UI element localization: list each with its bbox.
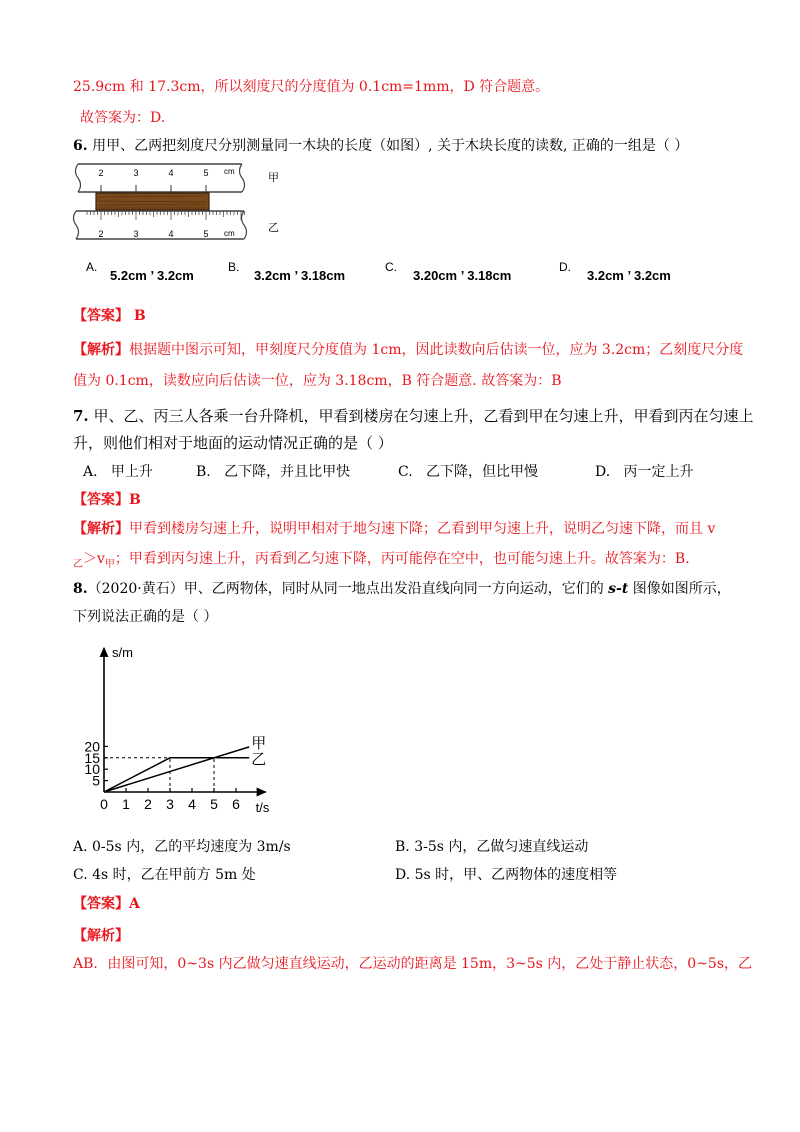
series-label-yi: 乙 [251,750,267,768]
q8-analysis-tag: 【解析】 [73,928,129,944]
x-tick-label: 6 [232,796,240,812]
q6-option-b-letter: B. [228,260,240,274]
answer-tag: 【答案】 [73,308,129,324]
q6-stem-text: 用甲、乙两把刻度尺分别测量同一木块的长度（如图）, 关于木块长度的读数, 正确的一组是（ ） [92,138,689,154]
ruler-bottom-tick-label: 4 [168,229,174,239]
series-line-jia [104,747,249,792]
x-tick-label: 0 [100,796,108,812]
ruler-top-tick-label: 3 [133,168,139,178]
q7-stem-line2: 升，则他们相对于地面的运动情况正确的是（ ） [73,434,393,452]
ruler-bottom-unit: cm [224,229,235,238]
answer-value: A [129,896,140,912]
q6-number: 6. [73,138,88,154]
q7-number: 7. [73,407,89,425]
q8-option-d: D. 5s 时，甲、乙两物体的速度相等 [395,867,618,883]
analysis-tag: 【解析】 [73,342,129,358]
q6-ruler-figure [72,160,302,242]
q8-option-b: B. 3-5s 内，乙做匀速直线运动 [395,839,589,855]
analysis-text: 甲看到楼房匀速上升，说明甲相对于地匀速下降；乙看到甲匀速上升，说明乙匀速下降，而且 v [129,521,716,537]
q6-analysis-line1 [73,339,743,359]
ruler-top-tick-label: 5 [203,168,209,178]
x-tick-label: 2 [144,796,152,812]
x-tick-label: 4 [188,796,196,812]
ruler-bottom-name: 乙 [268,222,279,234]
ruler-bottom-tick-label: 2 [98,229,104,239]
ruler-bottom [74,211,280,239]
q8-stem-line2: 下列说法正确的是（ ） [73,609,218,625]
q6-option-b: 3.2cm ’ 3.18cm [254,268,346,283]
q8-answer [73,893,140,913]
q7-option-d: D. 丙一定上升 [595,464,694,480]
wood-block [96,193,209,210]
q6-option-c-letter: C. [385,260,397,274]
answer-value: B [133,308,146,324]
prev-answer-line: 故答案为：D. [80,110,166,126]
q7-option-a: A. 甲上升 [83,464,153,480]
answer-tag: 【答案】 [73,492,129,508]
prev-analysis-line: 25.9cm 和 17.3cm，所以刻度尺的分度值为 0.1cm=1mm，D 符合题意。 [73,79,550,95]
x-tick-label: 5 [210,796,218,812]
ruler-top-tick-label: 4 [168,168,174,178]
ruler-top-unit: cm [224,167,235,176]
y-axis-label: s/m [112,645,133,660]
y-tick-label: 10 [84,761,100,778]
answer-value: B [129,492,141,508]
ruler-top [76,164,280,192]
analysis-text: 根据题中图示可知，甲刻度尺分度值为 1cm，因此读数向后估读一位，应为 3.2cm；乙刻度尺分度 [129,342,744,358]
st-chart [84,640,304,820]
q8-option-a: A. 0-5s 内，乙的平均速度为 3m/s [73,839,291,855]
answer-tag: 【答案】 [73,896,129,912]
x-tick-label: 3 [166,796,174,812]
series-line-yi [104,758,249,792]
q7-analysis-line2: $_乙>v_甲$；甲看到丙匀速上升，丙看到乙匀速下降，丙可能停在空中，也可能匀速上升。故答案为：B. [73,551,690,570]
q8-source: （2020·黄石） [87,581,184,597]
q8-analysis-line1: AB．由图可知，0~3s 内乙做匀速直线运动，乙运动的距离是 15m，3~5s 内，乙处于静止状态，0~5s，乙 [73,956,753,972]
q6-option-a-letter: A. [86,260,98,274]
q8-option-c: C. 4s 时，乙在甲前方 5m 处 [73,867,256,883]
analysis-tag: 【解析】 [73,521,129,537]
ruler-bottom-tick-label: 3 [133,229,139,239]
ruler-bottom-tick-label: 5 [203,229,209,239]
q7-answer [73,489,141,509]
q7-option-c: C. 乙下降，但比甲慢 [398,464,539,480]
q6-answer [73,305,146,325]
q6-option-c: 3.20cm ’ 3.18cm [413,268,512,283]
q6-analysis-line2: 值为 0.1cm，读数应向后估读一位，应为 3.18cm，B 符合题意. 故答案为：B [73,373,562,389]
q7-stem-line1 [73,405,753,426]
y-tick-label: 5 [92,772,100,789]
q7-analysis-line1 [73,518,715,538]
q8-number: 8. [73,581,88,597]
y-tick-label: 20 [84,738,100,755]
ruler-top-name: 甲 [268,172,279,184]
q6-option-d: 3.2cm ’ 3.2cm [587,268,671,283]
series-label-jia: 甲 [251,734,267,752]
y-tick-label: 15 [84,749,100,766]
q7-stem-text: 甲、乙、丙三人各乘一台升降机，甲看到楼房在匀速上升，乙看到甲在匀速上升，甲看到丙在匀速上 [93,407,754,425]
x-axis-label: t/s [255,800,270,815]
q6-option-a: 5.2cm ’ 3.2cm [110,268,194,283]
q6-stem [73,135,688,155]
ruler-top-tick-label: 2 [98,168,104,178]
q6-option-d-letter: D. [559,260,571,274]
q7-option-b: B. 乙下降，并且比甲快 [196,464,351,480]
q8-stem-line1: 8.（2020·黄石）甲、乙两物体，同时从同一地点出发沿直线向同一方向运动，它们的 s-t 图像如图所示， [73,581,731,597]
x-tick-label: 1 [122,796,130,812]
